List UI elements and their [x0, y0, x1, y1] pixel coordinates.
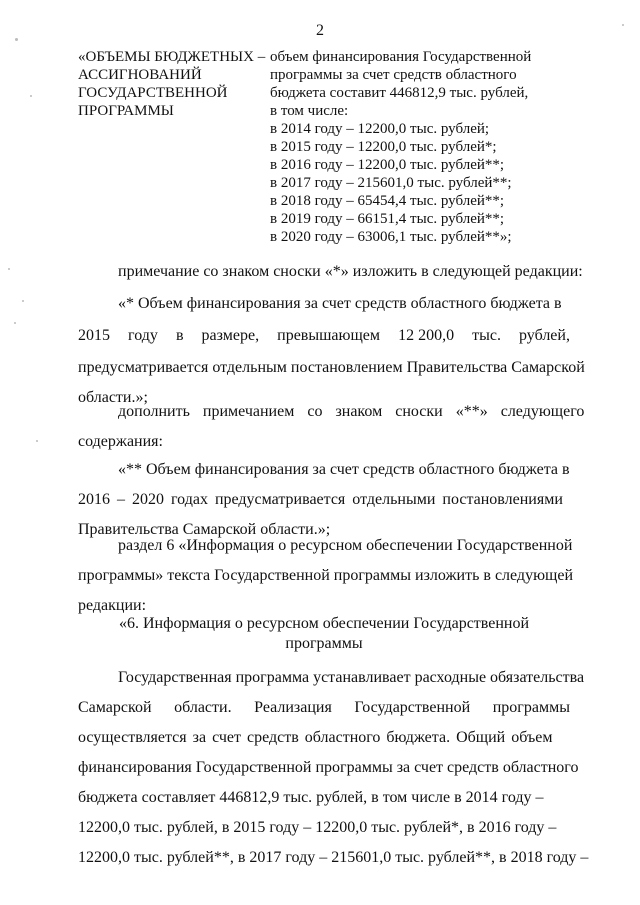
label-line: ГОСУДАРСТВЕННОЙ [78, 85, 228, 101]
scan-speck [30, 95, 32, 97]
text-line: предусматривается отдельным постановлением Правительства Самарской [78, 359, 585, 376]
text-line: финансирования Государственной программы за счет средств областного [78, 759, 579, 776]
value-line: в том числе: [270, 103, 349, 119]
heading-line: программы [285, 635, 363, 652]
text-line: дополнить примечанием со знаком сноски «**» следующего [118, 403, 585, 420]
text-line: содержания: [78, 433, 163, 450]
word: 12 200,0 [398, 327, 455, 344]
text-line [78, 290, 570, 318]
word: размере, [201, 327, 260, 344]
paragraph-note-star [78, 290, 585, 412]
paragraph-note-double-star [78, 456, 570, 544]
text-line: 12200,0 тыс. рублей, в 2015 году – 12200,0 тыс. рублей*, в 2016 году – [78, 819, 557, 836]
word: области. [174, 699, 232, 716]
paragraph-note-intro [78, 258, 583, 286]
word: превышающем [277, 327, 381, 344]
value-line: в 2016 году – 12200,0 тыс. рублей**; [270, 157, 505, 173]
value-line: объем финансирования Государственной [270, 49, 532, 65]
paragraph-add-note [78, 398, 585, 456]
text-line: раздел 6 «Информация о ресурсном обеспечении Государственной [118, 537, 573, 554]
value-line: в 2020 году – 63006,1 тыс. рублей**»; [270, 229, 512, 245]
value-line: в 2015 году – 12200,0 тыс. рублей*; [270, 139, 497, 155]
text-line: Правительства Самарской области.»; [78, 521, 331, 538]
text-line: осуществляется за счет средств областного бюджета. Общий объем [78, 729, 553, 746]
paragraph-body-text [78, 664, 589, 872]
value-line: бюджета составит 446812,9 тыс. рублей, [270, 85, 529, 101]
value-line: в 2019 году – 66151,4 тыс. рублей**; [270, 211, 505, 227]
word: программы [492, 699, 570, 716]
text-line: бюджета составляет 446812,9 тыс. рублей, в том числе в 2014 году – [78, 789, 544, 806]
text-span: «* Объем финансирования за счет средств областного бюджета в [118, 295, 562, 312]
text-line: Государственная программа устанавливает расходные обязательства [118, 669, 585, 686]
label-line: АССИГНОВАНИЙ [78, 67, 202, 83]
text-line: программы» текста Государственной программы изложить в следующей [78, 567, 574, 584]
word: в [175, 327, 184, 344]
scan-speck [22, 300, 24, 302]
heading-line: «6. Информация о ресурсном обеспечении Государственной [118, 615, 530, 632]
page-number: 2 [316, 22, 324, 39]
word: Государственной [354, 699, 471, 716]
scan-speck [15, 38, 18, 41]
text-line-justified [78, 322, 570, 350]
label-line: «ОБЪЕМЫ БЮДЖЕТНЫХ – [78, 49, 266, 65]
scan-speck [622, 24, 624, 26]
scan-speck [36, 440, 38, 442]
scan-speck [14, 322, 16, 324]
scan-speck [8, 268, 10, 270]
value-line: программы за счет средств областного [270, 67, 517, 83]
value-line: в 2017 году – 215601,0 тыс. рублей**; [270, 175, 512, 191]
paragraph-section-six [78, 532, 574, 620]
text-line: редакции: [78, 597, 147, 614]
text-line-justified [78, 694, 570, 722]
budget-table-label [78, 48, 268, 120]
text-line: примечание со знаком сноски «*» изложить в следующей редакции: [118, 263, 583, 280]
budget-table-value [270, 48, 570, 246]
text-line: области.»; [78, 389, 148, 406]
text-line: 12200,0 тыс. рублей**, в 2017 году – 215601,0 тыс. рублей**, в 2018 году – [78, 849, 589, 866]
label-line: ПРОГРАММЫ [78, 103, 174, 119]
word: 2015 [78, 327, 110, 344]
value-line: в 2018 году – 65454,4 тыс. рублей**; [270, 193, 505, 209]
text-line: 2016 – 2020 годах предусматривается отдельными постановлениями [78, 491, 563, 508]
word: рублей, [519, 327, 570, 344]
word: Реализация [254, 699, 332, 716]
text-line: «** Объем финансирования за счет средств областного бюджета в [118, 461, 570, 478]
word: Самарской [78, 699, 152, 716]
word: тыс. [472, 327, 501, 344]
word: году [128, 327, 158, 344]
value-line: в 2014 году – 12200,0 тыс. рублей; [270, 121, 490, 137]
section-heading [78, 614, 570, 654]
